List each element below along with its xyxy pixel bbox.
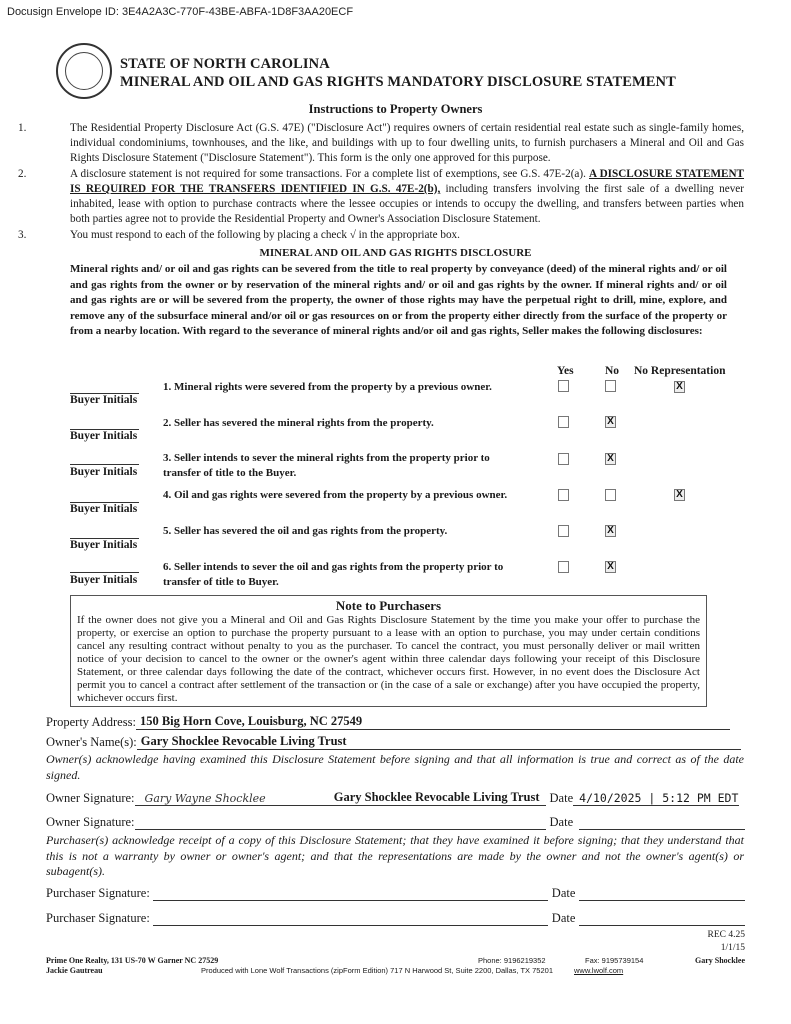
owner-name-row <box>46 734 741 750</box>
checkbox-no[interactable] <box>605 489 616 501</box>
buyer-initials-label: Buyer Initials <box>70 503 138 515</box>
purchaser-signature-label: Purchaser Signature: <box>46 911 150 925</box>
question-text: 1. Mineral rights were severed from the property by a previous owner. <box>163 381 492 393</box>
question-row-5 <box>0 523 791 559</box>
brokerage-info: Prime One Realty, 131 US-70 W Garner NC 27529 <box>46 956 219 965</box>
instruction-item-3 <box>18 228 744 243</box>
date-label: Date <box>551 886 576 900</box>
property-address-row <box>46 714 730 730</box>
note-to-purchasers-box <box>70 595 707 707</box>
date-label: Date <box>549 791 574 805</box>
checkbox-no-representation[interactable]: X <box>674 489 685 501</box>
document-name: Gary Shocklee <box>695 956 745 965</box>
checkbox-yes[interactable] <box>558 380 569 392</box>
seal-inner-ring <box>65 52 103 90</box>
instruction-item-2 <box>18 167 744 227</box>
owner-name-label: Owner's Name(s): <box>46 735 137 749</box>
docusign-envelope-id: Docusign Envelope ID: 3E4A2A3C-770F-43BE-ABFA-1D8F3AA20ECF <box>7 6 354 18</box>
checkbox-no[interactable]: X <box>605 525 616 537</box>
date-label: Date <box>551 911 576 925</box>
instructions-heading: Instructions to Property Owners <box>308 102 483 116</box>
nc-seal-icon <box>56 43 112 99</box>
owner-signature-label: Owner Signature: <box>46 815 135 829</box>
owner-signature-field[interactable] <box>135 790 546 806</box>
item-text <box>70 167 744 227</box>
checkbox-yes[interactable] <box>558 561 569 573</box>
owner-signature-row-1 <box>46 790 739 806</box>
note-title: Note to Purchasers <box>335 598 442 613</box>
checkbox-yes[interactable] <box>558 525 569 537</box>
item-text-underlined: A DISCLOSURE STATEMENT IS REQUIRED FOR THE TRANSFERS IDENTIFIED IN G.S. 47E-2(b), <box>70 168 745 195</box>
item-number: 2. <box>18 168 27 180</box>
purchaser-signature-field[interactable] <box>153 886 548 901</box>
checkbox-no[interactable]: X <box>605 453 616 465</box>
disclosure-paragraph: Mineral rights and/ or oil and gas rights can be severed from the title to real property by conveyance (deed) of the mineral rights and/ or oil and gas rights from the owner or by reservation of the mineral rights and/ or oil and gas rights by the owner. If mineral rights and/ or oil and gas rights are or will be severed from the property, the owner of those rights may have the perpetual right to drill, mine, explore, and remove any of the subsurface mineral and/or oil or gas resources on or from the property either directly from the surface of the property or from a nearby location. With regard to the severance of mineral rights and/or oil and gas rights, Seller makes the following disclosures: <box>70 263 727 337</box>
item-text-before: A disclosure statement is not required for some transactions. For a complete list of exemptions, see G.S. 47E-2(a). <box>70 168 590 180</box>
instruction-item-1 <box>18 121 744 166</box>
item-number: 3. <box>18 229 27 241</box>
checkbox-yes[interactable] <box>558 489 569 501</box>
purchaser-signature-label: Purchaser Signature: <box>46 886 150 900</box>
owner-signature-date-field[interactable]: 4/10/2025 | 5:12 PM EDT <box>573 791 739 806</box>
owner-name-field[interactable]: Gary Shocklee Revocable Living Trust <box>137 734 741 750</box>
buyer-initials-label: Buyer Initials <box>70 574 138 586</box>
form-code: REC 4.25 <box>707 930 745 940</box>
question-row-6 <box>0 560 791 596</box>
question-text: 3. Seller intends to sever the mineral rights from the property prior to transfer of title to the Buyer. <box>163 452 490 479</box>
buyer-initials-field[interactable] <box>70 464 139 465</box>
buyer-initials-label: Buyer Initials <box>70 539 138 551</box>
question-row-1 <box>0 378 791 414</box>
checkbox-no-representation[interactable]: X <box>674 381 685 393</box>
buyer-initials-label: Buyer Initials <box>70 430 138 442</box>
purchaser-signature-date-field[interactable] <box>579 911 745 926</box>
purchaser-signature-field[interactable] <box>153 911 548 926</box>
item-text-after: including transfers involving the first sale of a dwelling never inhabited, lease with option to purchase contracts where the lessee occupies or intends to occupy the dwelling, and transfers between parties when both parties agree not to provide the Residential Property and Owner's Association Disclosure Statement. <box>70 183 744 225</box>
owner-signature-label: Owner Signature: <box>46 791 135 805</box>
title-line-2: MINERAL AND OIL AND GAS RIGHTS MANDATORY DISCLOSURE STATEMENT <box>120 74 676 90</box>
lone-wolf-link[interactable]: www.lwolf.com <box>574 966 624 975</box>
owner-signature-row-2 <box>46 815 745 830</box>
question-text: 5. Seller has severed the oil and gas rights from the property. <box>163 525 448 537</box>
question-row-4 <box>0 487 791 523</box>
form-title <box>120 55 676 91</box>
question-row-2 <box>0 414 791 450</box>
buyer-initials-label: Buyer Initials <box>70 394 138 406</box>
purchaser-signature-row-2 <box>46 911 745 926</box>
title-line-1: STATE OF NORTH CAROLINA <box>120 56 330 72</box>
checkbox-no[interactable]: X <box>605 416 616 428</box>
form-date: 1/1/15 <box>720 943 745 953</box>
produced-by: Produced with Lone Wolf Transactions (zipForm Edition) 717 N Harwood St, Suite 2200, Dallas, TX 75201 <box>201 966 553 975</box>
property-address-label: Property Address: <box>46 715 136 729</box>
column-yes: Yes <box>557 365 574 377</box>
phone-number: Phone: 9196219352 <box>478 956 546 965</box>
purchaser-signature-row-1 <box>46 886 745 901</box>
item-text: You must respond to each of the following by placing a check √ in the appropriate box. <box>70 229 460 241</box>
checkbox-no[interactable] <box>605 380 616 392</box>
fax-number: Fax: 9195739154 <box>585 956 644 965</box>
agent-name: Jackie Gautreau <box>46 966 103 975</box>
note-body: If the owner does not give you a Mineral and Oil and Gas Rights Disclosure Statement by the time you make your offer to purchase the property, or exercise an option to purchase the property pursuant to a lease with an option to purchase, you may under certain conditions cancel any resulting contract without penalty to you as the purchaser. To cancel the contract, you must personally deliver or mail written notice of your decision to cancel to the owner or the owner's agent within three calendar days following your receipt of this Disclosure Statement, or three calendar days following the date of the contract, whichever occurs first. However, in no event does the Disclosure Act permit you to cancel a contract after settlement of the transaction or (in the case of a sale or exchange) after you have occupied the property, whichever occurs first. <box>77 614 700 704</box>
column-no-representation: No Representation <box>634 365 726 377</box>
checkbox-yes[interactable] <box>558 416 569 428</box>
question-text: 4. Oil and gas rights were severed from the property by a previous owner. <box>163 489 508 501</box>
disclosure-heading: MINERAL AND OIL AND GAS RIGHTS DISCLOSURE <box>259 247 532 259</box>
owner-printed-name: Gary Shocklee Revocable Living Trust <box>333 790 540 804</box>
item-number: 1. <box>18 122 27 134</box>
owner-signature-date-field[interactable] <box>579 815 745 830</box>
question-row-3 <box>0 451 791 487</box>
owner-acknowledgement: Owner(s) acknowledge having examined this Disclosure Statement before signing and that all information is true and correct as of the date signed. <box>46 752 744 782</box>
buyer-initials-field[interactable] <box>70 572 139 573</box>
date-label: Date <box>549 815 574 829</box>
question-text: 2. Seller has severed the mineral rights from the property. <box>163 417 434 429</box>
item-text: The Residential Property Disclosure Act (G.S. 47E) ("Disclosure Act") requires owners of certain residential real estate such as single-family homes, individual condominiums, townhouses, and the like, and buildings with up to four dwelling units, to furnish purchasers a Mineral and Oil and Gas Rights Disclosure Statement ("Disclosure Statement"). This form is the only one approved for this purpose. <box>70 122 744 164</box>
column-no: No <box>605 365 620 377</box>
purchaser-signature-date-field[interactable] <box>579 886 745 901</box>
purchaser-acknowledgement: Purchaser(s) acknowledge receipt of a copy of this Disclosure Statement; that they have examined it before signing; that they understand that this is not a warranty by owner or owner's agent; and that the representations are made by the owner and not the owner's agent(s) or subagent(s). <box>46 833 744 878</box>
checkbox-no[interactable]: X <box>605 561 616 573</box>
checkbox-yes[interactable] <box>558 453 569 465</box>
instructions-list <box>18 121 744 244</box>
question-text: 6. Seller intends to sever the oil and gas rights from the property prior to transfer of title to Buyer. <box>163 561 504 588</box>
buyer-initials-label: Buyer Initials <box>70 466 138 478</box>
property-address-field[interactable]: 150 Big Horn Cove, Louisburg, NC 27549 <box>136 714 730 730</box>
owner-signature-field[interactable] <box>135 815 546 830</box>
signature-script: Gary Wayne Shocklee <box>144 792 266 805</box>
